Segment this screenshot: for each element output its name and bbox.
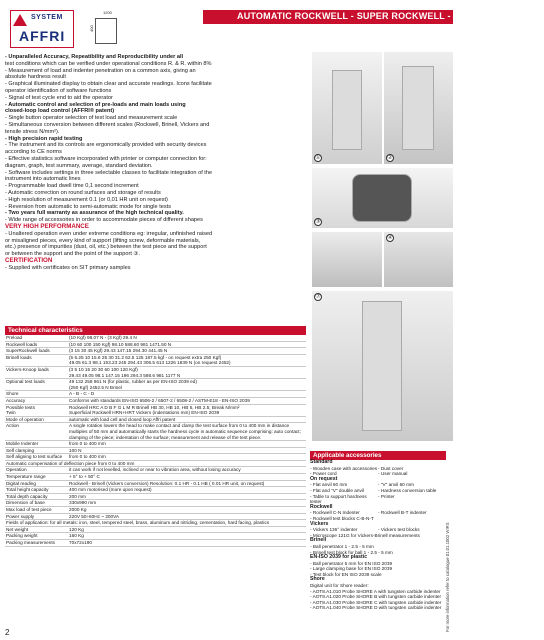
logo-triangle-icon — [13, 14, 27, 26]
accessory-section-title: Rockwell — [310, 503, 333, 510]
feature-line: or between the support and the point of the support ③. — [5, 251, 141, 258]
feature-line: - Simultaneous conversion between different scales (Rockwell, Brinell, Vickers and — [5, 121, 210, 128]
accessory-item: - Vickers test blocks — [378, 527, 420, 533]
photo-machine-2 — [384, 52, 453, 164]
spec-key: Rockwell loads — [5, 341, 68, 348]
spec-key: Power supply — [5, 513, 68, 520]
accessory-row — [310, 527, 446, 533]
photo-spring — [312, 168, 453, 228]
spec-value: (5 6.25 10 15.6 25 30 31.2 62.5 125 187.5 kgf - on request extra 250 Kgf) 49.05 61.3 98.1 153.23 245 294.43 306.5 613 1226 1839 N (on request 2452) — [68, 354, 306, 366]
feature-line: tensile stress N/mm²). — [5, 128, 60, 135]
feature-line: - Supplied with certificates on SIT primary samples — [5, 264, 131, 271]
spec-key: Dimension of base — [5, 500, 68, 507]
accessory-item: - Microscope 121G for Vickers-Brinell measurements — [310, 532, 420, 538]
feature-line: - Programmable load dwell time 0,1 second increment — [5, 183, 139, 190]
spec-key: Self clamping — [5, 447, 68, 454]
dimension-height: 1200 — [103, 10, 112, 15]
spec-value: (10 Kgf) 98.07 N - (3 Kgf) 29.4 N — [68, 335, 306, 341]
spec-value: (10 60 100 150 Kgf) 98.10 588.60 981 1471.50 N — [68, 341, 306, 348]
spec-row — [5, 487, 306, 494]
accessory-item: - Rockwell C-N Indenter — [310, 510, 360, 516]
spec-key: Total depth capacity — [5, 493, 68, 500]
feature-line: - Unparalleled Accuracy, Repeatibility and Reproducibility under all — [5, 54, 184, 60]
accessory-item: - Power cord — [310, 471, 337, 477]
spec-key: Packing weight — [5, 533, 68, 540]
spec-row — [5, 341, 306, 348]
spec-value: from 0 to 400 mm — [68, 441, 306, 448]
accessory-item: - Ball penetrator 5 mm for EN ISO 2039 — [310, 560, 393, 566]
feature-line: - Two years full warranty as assurance of the high technical quality. — [5, 210, 184, 217]
accessory-item: - AOT8.A1.040 Probe SHORE D with tungsten carbide indenter — [310, 605, 442, 611]
accessory-item: - Wooden case with accessories — [310, 465, 378, 471]
logo-system-text: SYSTEM — [31, 14, 63, 21]
dimension-width: 400 — [89, 25, 94, 32]
spec-row — [5, 441, 306, 448]
spec-key: Fields of application: for all metals: iron, steel, tempered steel, brass, aluminum and nitriding, cementation, hard facing, plastics — [5, 520, 306, 527]
dimension-box-icon — [95, 18, 117, 44]
feature-line: - Software includes settings in three selectable classes to facilitate integration of the — [5, 169, 213, 176]
side-note: For more information refer to catalogue 01.01.1002 WIRS — [445, 522, 450, 632]
feature-line: closed-loop load control (AFFRI® patent) — [5, 108, 115, 115]
spec-value: (3 15 30 45 Kgf) 29.43 147.15 294.30 441.45 N — [68, 348, 306, 355]
machine-body-icon — [402, 66, 434, 150]
feature-line: according to CE norms — [5, 149, 62, 156]
accessory-item: - AOT8.A1.030 Probe SHORE C with tungsten carbide indenter — [310, 599, 442, 605]
accessories-list — [310, 460, 446, 611]
feature-line: - High resolution of measurement 0.1 (or 0,01 HR unit on request) — [5, 196, 168, 203]
spec-key: Max load of test piece — [5, 507, 68, 514]
spec-row — [5, 416, 306, 423]
spec-row — [5, 348, 306, 355]
spec-value: it can work if not levelled, inclined or near to vibration area, without losing accuracy — [68, 467, 306, 474]
accessory-section-title: Vickers — [310, 520, 329, 527]
accessory-item: - Printer — [378, 493, 395, 499]
spec-key: SuperRockwell loads — [5, 348, 68, 355]
spec-row — [5, 404, 306, 416]
spec-key: Brinell loads — [5, 354, 68, 366]
spec-row — [5, 423, 306, 441]
feature-line: - Signal of test cycle end to aid the operator — [5, 94, 113, 101]
feature-line: - Wide range of accessories in order to accommodate pieces of different shapes — [5, 217, 203, 224]
photo-label: ③ — [315, 219, 321, 225]
spec-row — [5, 500, 306, 507]
spec-row — [5, 474, 306, 481]
spec-key: Temperature range — [5, 474, 68, 481]
spec-row — [5, 480, 306, 487]
accessory-item: - Large clamping base for EN ISO 2039 — [310, 566, 393, 572]
accessory-section-title: Brinell — [310, 537, 327, 544]
accessory-item: - Ball penetrator 1 - 2.5 - 5 mm — [310, 543, 374, 549]
spec-value: from 0 to 400 mm — [68, 454, 306, 461]
spec-key: Accuracy — [5, 397, 68, 404]
feature-line: - Unaltered operation even under extreme conditions eg: irregular, unfinished raised — [5, 230, 213, 237]
photo-label: ② — [387, 155, 393, 161]
accessory-item: - Dust cover — [378, 465, 404, 471]
spec-row — [5, 533, 306, 540]
spec-value: Conforms with standards EN-ISO 6506-2 / 6507-2 / 6508-2 / ASTM-E18 - EN-ISO 2039 — [68, 397, 306, 404]
spec-key: Total height capacity — [5, 487, 68, 494]
spec-row — [5, 467, 306, 474]
spec-row — [5, 366, 306, 378]
accessory-section-title: EN-ISO 2039 for plastic — [310, 554, 368, 561]
feature-line: test conditions which can be verified under operational conditions R. & R. within 8% — [5, 60, 212, 67]
spec-key: Operation — [5, 467, 68, 474]
spec-key: Optional test loads — [5, 379, 68, 391]
accessory-item: - Test block for EN ISO 2039 scale — [310, 571, 382, 577]
accessory-section-title: Standard — [310, 459, 333, 465]
spec-row — [5, 354, 306, 366]
photo-label: ④ — [387, 235, 393, 241]
feature-line: absolute hardness result — [5, 74, 66, 81]
spec-value: 220V 50÷60Hz ~ 200VA — [68, 513, 306, 520]
page-number: 2 — [5, 628, 10, 637]
spec-value: automatic with load cell and closed loop Affri patent — [68, 416, 306, 423]
feature-line: instrument into automatic lines — [5, 176, 81, 183]
spec-row — [5, 507, 306, 514]
accessory-section-title: Shore — [310, 576, 325, 583]
spec-value: A single rotation lowers the head to make contact and clamp the test surface from 0 to 400 mm in distance multiples of 50 mm and automatically starts the hardness cycle in automatic sequence comprising: auto contact; clamping of the piece; indentation of the surface; measurement and release of the test piece. — [68, 423, 306, 441]
spec-key: Preload — [5, 335, 68, 341]
spec-value: Rockwell HRC A D B F G L M R Brinell HB 30, HB 10, HB 5, HB 2.5; Break N/mm² Superficial Rockwell HRN+HRT Vickers (indentations mm) EN-ISO 2039 — [68, 404, 306, 416]
accessory-item: - Table to support hardness tester — [310, 493, 367, 505]
accessory-item: - Rockwell B-T indenter — [378, 510, 427, 516]
spec-key: Self aligning to test surface — [5, 454, 68, 461]
spec-value: 70x72x190 — [68, 540, 306, 547]
feature-line: - High precision rapid testing — [5, 135, 83, 142]
photo-detail-1 — [312, 232, 382, 287]
spec-row — [5, 391, 306, 398]
accessory-item: - User manual — [378, 471, 408, 477]
feature-line: - Single button operator selection of test load and measurement scale — [5, 115, 178, 122]
spec-value: 2000 Kg — [68, 507, 306, 514]
feature-line: - Effective statistics software incorporated with printer or computer connection for: — [5, 155, 207, 162]
spec-value: 160 Kg — [68, 533, 306, 540]
title-banner — [203, 10, 544, 24]
spec-row — [5, 379, 306, 391]
feature-line: - Graphical illuminated display to obtain clear and accurate readings. Icons facilitate — [5, 81, 212, 88]
feature-line: - Automatic correction on round surfaces and storage of results — [5, 189, 161, 196]
spec-key: Net weight — [5, 526, 68, 533]
spec-key: Digital reading — [5, 480, 68, 487]
spec-key: Shore — [5, 391, 68, 398]
affri-logo — [10, 10, 74, 48]
feature-line: or misaligned pieces, every kind of support (lifting screw, deformable materials, — [5, 237, 201, 244]
dimension-diagram — [89, 10, 127, 44]
spec-heading: Technical characteristics — [5, 326, 306, 335]
photo-label: ① — [315, 155, 321, 161]
spec-row — [5, 520, 306, 527]
accessory-section-title: On request — [310, 475, 338, 482]
applicable-accessories — [310, 451, 446, 611]
spec-row — [5, 460, 306, 467]
page-title: AUTOMATIC ROCKWELL - SUPER ROCKWELL - BRINELL - VICKERS — [237, 11, 544, 21]
spec-row — [5, 447, 306, 454]
spec-value: 330x990 mm — [68, 500, 306, 507]
photo-detail-2 — [384, 232, 453, 287]
spec-value: (3 5 10 15 20 30 60 100 120 Kgf) 29.43 49.05 98.1 147.15 196 294.3 588.6 981 1177 N — [68, 366, 306, 378]
accessories-heading: Applicable accessories — [310, 451, 446, 460]
accessory-item: - Brinell test block for ball 1 - 2.5 - 5 mm — [310, 549, 393, 555]
spec-value: 200 mm — [68, 493, 306, 500]
spec-row — [5, 397, 306, 404]
feature-line: VERY HIGH PERFORMANCE — [5, 222, 89, 230]
accessory-item: - AOT8.A1.010 Probe SHORE A with tungsten carbide indenter — [310, 588, 441, 594]
feature-line: - Measurement of load and indenter penetration on a common axis, giving an — [5, 67, 196, 74]
spec-key: Possible tests Twin — [5, 404, 68, 416]
spec-value: + 5° to + 50° C — [68, 474, 306, 481]
spring-icon — [352, 174, 412, 222]
spec-row — [5, 513, 306, 520]
spec-key: Mobile Indenter — [5, 441, 68, 448]
accessory-item: - Rockwell test blocks C-B-N-T — [310, 515, 374, 521]
spec-key: Automatic compensation of deflection piece from 0 to 400 mm — [5, 460, 306, 467]
machine-body-icon — [362, 301, 402, 431]
feature-line: etc.) presence of impurities (dust, oil, etc.) between the test piece and the support — [5, 244, 207, 251]
feature-line: - Automatic control and selection of pre-loads and main loads using — [5, 101, 186, 108]
spec-key: Vickers-Knoop loads — [5, 366, 68, 378]
spec-value: A - B - C - D — [68, 391, 306, 398]
feature-line: - The instrument and its controls are ergonomically provided with security devices — [5, 142, 207, 149]
spec-value: 100 N — [68, 447, 306, 454]
spec-table — [5, 335, 306, 547]
spec-value: 120 Kg — [68, 526, 306, 533]
spec-key: Action — [5, 423, 68, 441]
technical-characteristics — [5, 326, 306, 547]
feature-line: diagram, graph, test summary, average, standard deviation. — [5, 162, 153, 169]
spec-row — [5, 526, 306, 533]
spec-key: Packing measurements — [5, 540, 68, 547]
feature-line: - Reversion from automatic to semi-automatic mode for single tests — [5, 203, 172, 210]
spec-row — [5, 540, 306, 547]
spec-value: 49 132 258 961 N (for plastic, rubber as per EN-ISO 2039 ed) (250 Kgf) 2452.5 N Brinel — [68, 379, 306, 391]
spec-value: 400 mm motorised (more upon request) — [68, 487, 306, 494]
feature-line: CERTIFICATION — [5, 256, 53, 264]
product-photos — [310, 52, 453, 447]
photo-machine-1 — [312, 52, 382, 164]
accessory-item: - Hardness conversion table — [378, 487, 437, 493]
accessory-item: - AOT8.A1.020 Probe SHORE B with tungsten carbide indenter — [310, 594, 442, 600]
feature-line: operator identification of software functions — [5, 87, 112, 94]
accessory-item: - "V" anvil 60 mm — [378, 482, 414, 488]
accessory-item: Digital unit for Shore reader: — [310, 583, 369, 589]
accessory-item: - Vickers 136° indenter — [310, 527, 358, 533]
spec-row — [5, 493, 306, 500]
logo-affri-text: AFFRI — [19, 28, 66, 44]
accessory-item: - Flat and "V" double anvil — [310, 487, 364, 493]
spec-key: Mode of operation — [5, 416, 68, 423]
photo-label: ⑦ — [315, 294, 321, 300]
photo-machine-3 — [312, 291, 453, 441]
machine-body-icon — [332, 70, 362, 150]
accessory-item: - Flat anvil 60 mm — [310, 482, 348, 488]
feature-list — [5, 54, 305, 272]
spec-row — [5, 454, 306, 461]
spec-value: Rockwell - Brinell (Vickers conversion) Resolution: 0.1 HR - 0.1 HB ( 0.01 HR unit, on request) — [68, 480, 306, 487]
